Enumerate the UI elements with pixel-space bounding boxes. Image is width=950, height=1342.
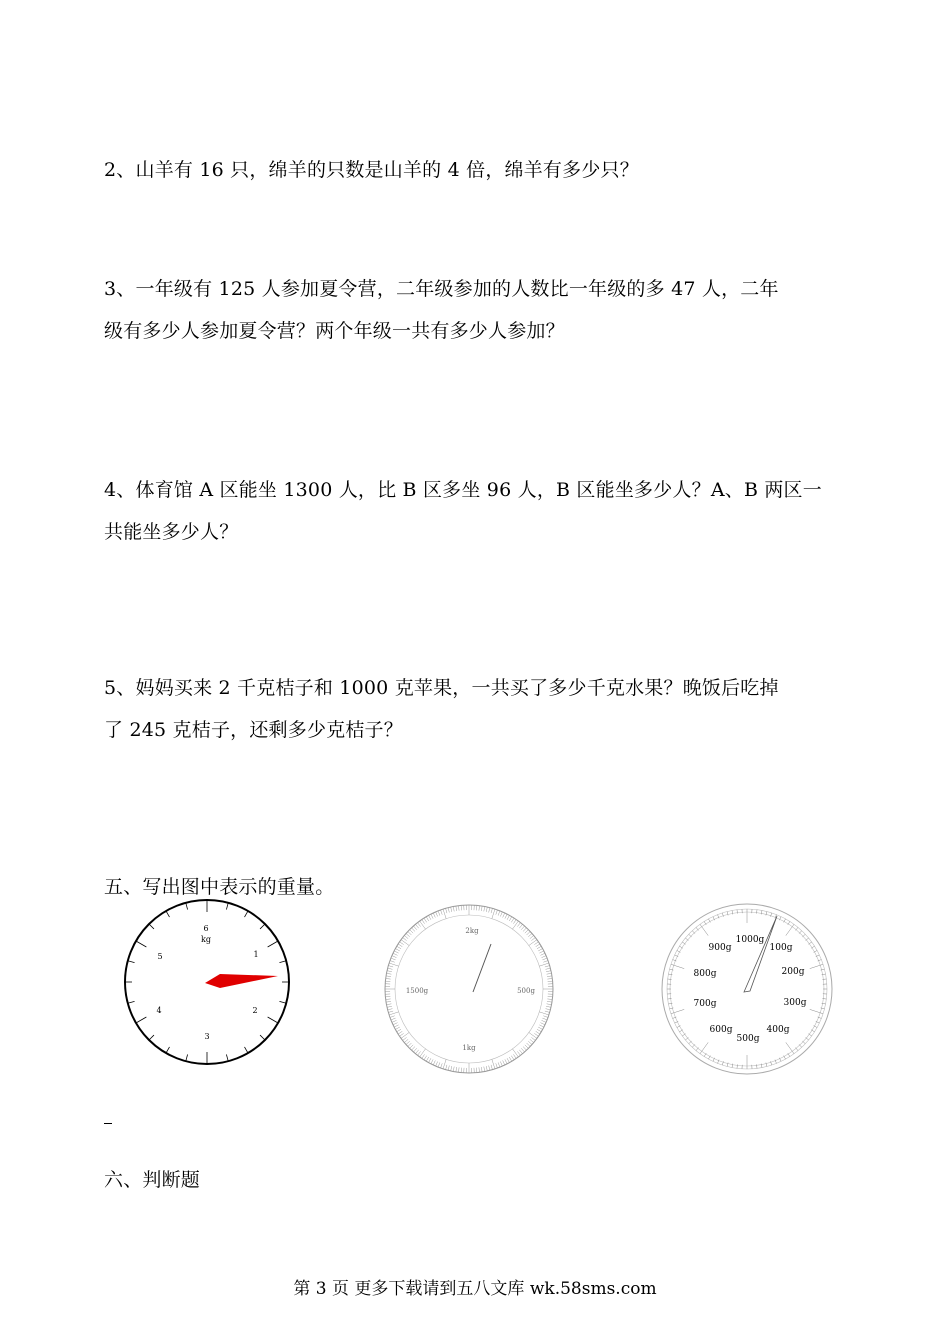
question-3-line-2: 级有多少人参加夏令营？两个年级一共有多少人参加？ — [104, 320, 565, 342]
g-label-500: 500g — [736, 1034, 760, 1044]
g-label-300: 300g — [783, 998, 807, 1008]
question-4-line-2: 共能坐多少人？ — [104, 521, 239, 543]
g-label-900: 900g — [708, 943, 732, 953]
kg-label-unit: kg — [201, 935, 211, 944]
g-label-400: 400g — [766, 1025, 790, 1035]
kg-label-5: 5 — [157, 952, 163, 961]
question-3-line-1: 3、一年级有 125 人参加夏令营，二年级参加的人数比一年级的多 47 人，二年 — [104, 278, 779, 300]
answer-dash — [104, 1123, 112, 1124]
kg-label-1: 1 — [253, 950, 259, 959]
2kg-label-1500g: 1500g — [405, 987, 429, 995]
2kg-label-500g: 500g — [517, 987, 535, 995]
2kg-scale-dial — [380, 903, 560, 1076]
g-label-100: 100g — [769, 943, 793, 953]
section-6-title: 六、判断题 — [104, 1169, 201, 1191]
g-label-700: 700g — [693, 999, 717, 1009]
1000g-scale-dial — [660, 903, 835, 1075]
2kg-label-top: 2kg — [465, 927, 479, 935]
question-4-line-1: 4、体育馆 A 区能坐 1300 人，比 B 区多坐 96 人，B 区能坐多少人？A、B 两区一 — [104, 479, 822, 501]
g-label-1000: 1000g — [735, 935, 765, 945]
kg-label-4: 4 — [156, 1006, 162, 1015]
question-2-line-1: 2、山羊有 16 只，绵羊的只数是山羊的 4 倍，绵羊有多少只？ — [104, 159, 639, 181]
kg-label-2: 2 — [252, 1006, 258, 1015]
question-5-line-2: 了 245 克桔子，还剩多少克桔子？ — [104, 719, 403, 741]
kg-scale-dial — [120, 898, 296, 1068]
g-label-800: 800g — [693, 969, 717, 979]
kg-label-6: 6 — [203, 924, 209, 933]
g-label-200: 200g — [781, 967, 805, 977]
page-footer: 第 3 页 更多下载请到五八文库 wk.58sms.com — [293, 1279, 657, 1299]
section-5-title: 五、写出图中表示的重量。 — [104, 876, 335, 898]
question-5-line-1: 5、妈妈买来 2 千克桔子和 1000 克苹果，一共买了多少千克水果？晚饭后吃掉 — [104, 677, 779, 699]
kg-label-3: 3 — [204, 1032, 210, 1041]
g-label-600: 600g — [709, 1025, 733, 1035]
2kg-label-1kg: 1kg — [462, 1044, 476, 1052]
